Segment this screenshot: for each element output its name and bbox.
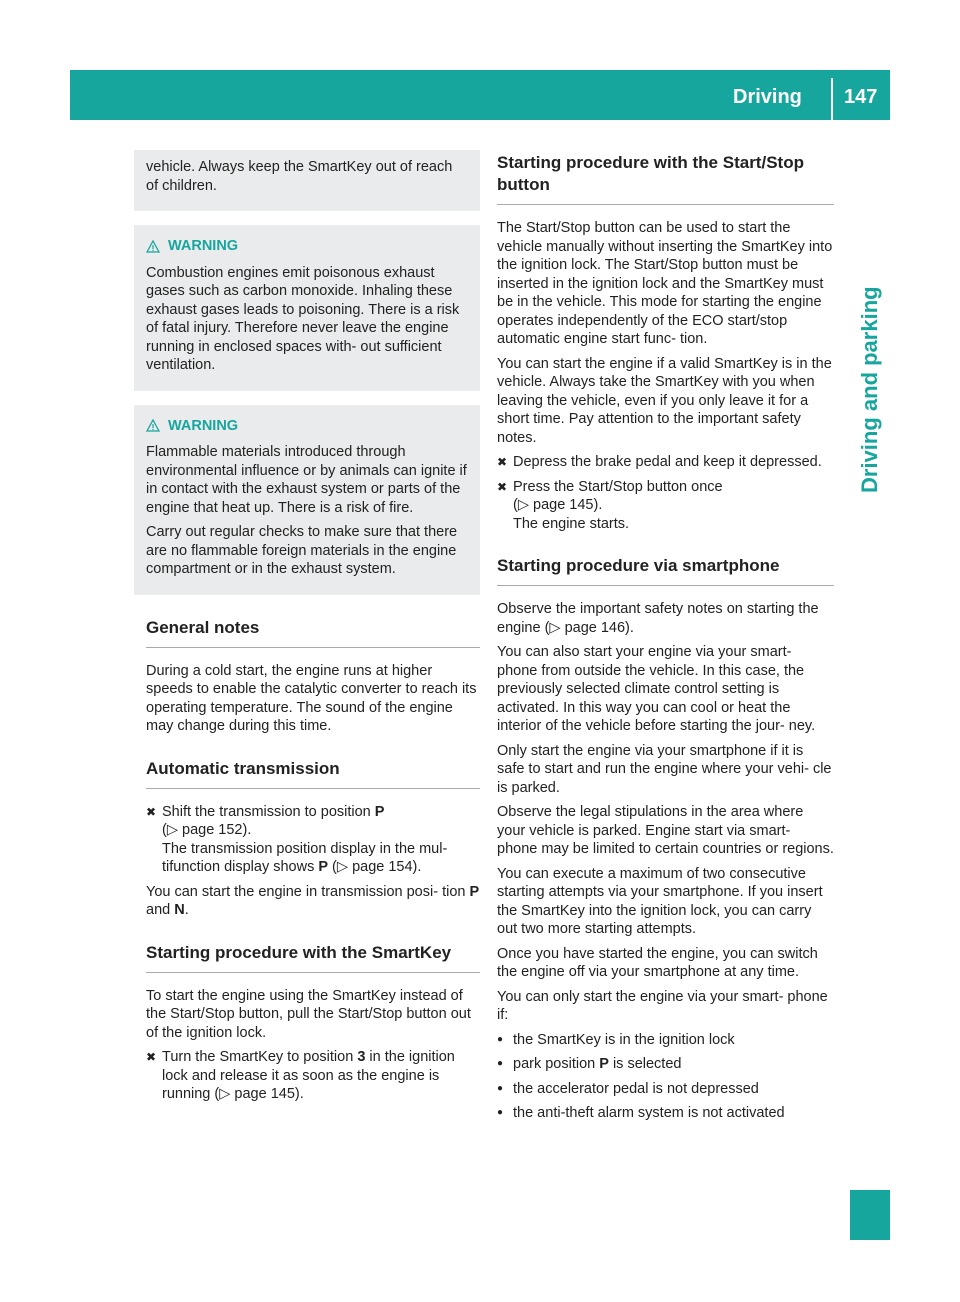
step-arrow-icon: ✖ <box>146 804 157 819</box>
list-item: ● the accelerator pedal is not depressed <box>497 1080 759 1097</box>
start-stop-text: You can start the engine if a valid SmartKey is in the vehicle. Always take the SmartKey with you when leaving the vehicle, even if you only leave it for a short time. Pay attention to the important safety notes. <box>497 355 832 446</box>
side-tab-label: Driving and parking <box>857 286 882 493</box>
heading-start-stop: Starting procedure with the Start/Stop button <box>497 152 834 205</box>
smartphone-text: Once you have started the engine, you can switch the engine off via your smartphone at any time. <box>497 945 818 980</box>
warning-text: Combustion engines emit poisonous exhaust gases such as carbon monoxide. Inhaling these exhaust gases leads to poisoning. There is a risk of fatal injury. Therefore never leave the engine running in enclosed spaces with- out sufficient ventilation. <box>146 264 460 373</box>
header-separator <box>831 78 833 120</box>
smartphone-text: Observe the important safety notes on starting the engine (▷ page 146). <box>497 601 819 636</box>
smartphone-text: Only start the engine via your smartphone if it is safe to start and run the engine where your vehi- cle is parked. <box>497 742 832 796</box>
step-item: ✖ Depress the brake pedal and keep it depressed. <box>497 454 822 470</box>
bullet-icon: ● <box>497 1058 504 1069</box>
heading-general-notes: General notes <box>146 617 480 648</box>
heading-smartkey: Starting procedure with the SmartKey <box>146 942 480 973</box>
smartphone-text: You can only start the engine via your smart- phone if: <box>497 988 828 1023</box>
heading-smartphone: Starting procedure via smartphone <box>497 555 834 586</box>
section-title: Driving <box>733 86 802 108</box>
warning-text: Carry out regular checks to make sure that there are no flammable foreign materials in the engine compartment or in the exhaust system. <box>146 524 458 577</box>
warning-box-exhaust <box>134 225 480 391</box>
smartphone-text: You can also start your engine via your smart- phone from outside the vehicle. In this case, the previously selected climate control setting is activated. In this way you can cool or heat the interior of the vehicle before starting the jour- ney. <box>497 644 816 734</box>
list-item: ● the anti-theft alarm system is not activated <box>497 1105 785 1121</box>
smartphone-text: You can execute a maximum of two consecutive starting attempts via your smartphone. If you insert the SmartKey into the ignition lock, you can carry out two more starting attempts. <box>497 865 823 937</box>
info-box-text: vehicle. Always keep the SmartKey out of reach of children. <box>146 159 453 194</box>
start-stop-text: The Start/Stop button can be used to start the vehicle manually without inserting the SmartKey into the ignition lock. The Start/Stop button must be inserted in the ignition lock and the SmartKey must be in the vehicle. This mode for starting the engine operates independently of the ECO start/stop automatic engine start func- tion. <box>497 220 833 347</box>
warning-header <box>146 417 468 436</box>
step-arrow-icon: ✖ <box>497 479 508 494</box>
warning-triangle-icon <box>146 240 160 253</box>
page-number: 147 <box>844 86 878 108</box>
right-column <box>497 150 834 1129</box>
list-item: ● the SmartKey is in the ignition lock <box>497 1031 735 1048</box>
smartkey-text: To start the engine using the SmartKey instead of the Start/Stop button, pull the Start/Stop button out of the ignition lock. <box>146 987 471 1041</box>
transmission-text: You can start the engine in transmission posi- tion P and N. <box>146 883 480 918</box>
step-arrow-icon: ✖ <box>146 1050 157 1064</box>
side-marker <box>850 1190 890 1240</box>
bullet-icon: ● <box>497 1033 504 1045</box>
step-item: ✖ Press the Start/Stop button once (▷ page 145). The engine starts. <box>497 478 723 532</box>
warning-title: WARNING <box>168 238 239 254</box>
warning-triangle-icon <box>146 419 160 432</box>
bullet-icon: ● <box>497 1107 504 1118</box>
info-box <box>134 150 480 211</box>
list-item: ● park position P is selected <box>497 1056 682 1072</box>
warning-header <box>146 237 468 256</box>
general-notes-text: During a cold start, the engine runs at higher speeds to enable the catalytic converter to reach its operating temperature. The sound of the engine may change during this time. <box>146 662 477 734</box>
step-arrow-icon: ✖ <box>497 455 508 469</box>
left-column <box>146 150 480 1110</box>
warning-title: WARNING <box>168 417 239 434</box>
step-item: ✖ Turn the SmartKey to position 3 in the ignition lock and release it as soon as the engine is running (▷ page 145). <box>146 1049 455 1102</box>
smartphone-text: Observe the legal stipulations in the area where your vehicle is parked. Engine start via smart- phone may be limited to certain countries or regions. <box>497 804 834 857</box>
side-tab <box>850 230 890 600</box>
step-item: ✖ Shift the transmission to position P (▷ page 152). The transmission position display in the mul- tifunction display shows P (▷ page 154). <box>146 803 448 875</box>
warning-text: Flammable materials introduced through environmental influence or by animals can ignite if in contact with the exhaust system or parts of the engine that heat up. There is a risk of fire. <box>146 444 467 516</box>
heading-automatic-transmission: Automatic transmission <box>146 758 480 789</box>
bullet-icon: ● <box>497 1082 504 1094</box>
warning-box-fire <box>134 405 480 595</box>
